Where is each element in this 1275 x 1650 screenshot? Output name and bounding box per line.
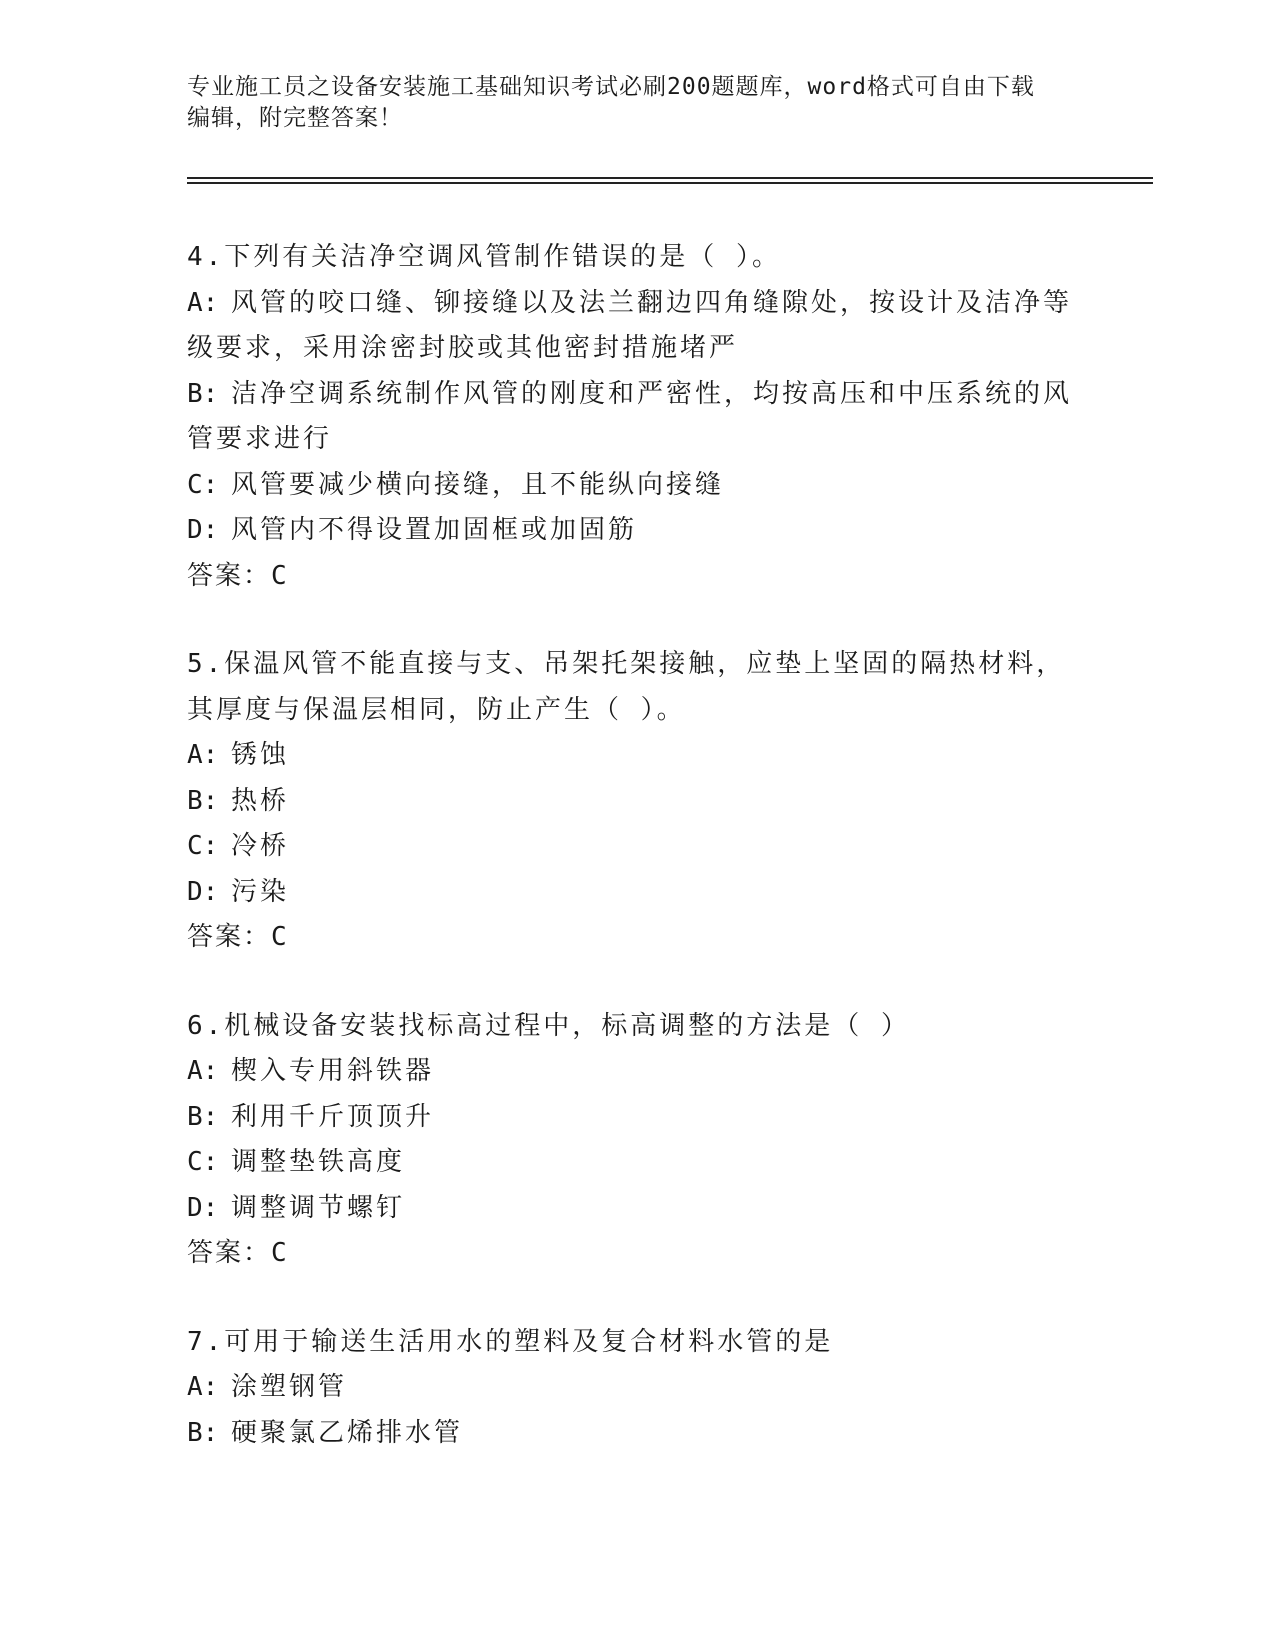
option-a [187, 281, 1087, 327]
question-stem: 6.机械设备安装找标高过程中，标高调整的方法是（ ） [187, 1010, 910, 1041]
header-double-rule [187, 177, 1153, 184]
question-stem: 4.下列有关洁净空调风管制作错误的是（ ）。 [187, 242, 781, 272]
option-text: 污染 [231, 876, 290, 907]
option-text: 锈蚀 [231, 740, 290, 770]
option-b-continued: 管要求进行 [187, 424, 333, 454]
question-4 [187, 235, 1087, 599]
option-a-continued: 级要求，采用涂密封胶或其他密封措施堵严 [187, 333, 739, 363]
option-text: 洁净空调系统制作风管的刚度和严密性，均按高压和中压系统的风 [231, 378, 1073, 409]
option-a [187, 1049, 1087, 1095]
option-c [187, 463, 1087, 509]
option-letter: B: [187, 378, 219, 409]
option-letter: A: [187, 1056, 219, 1086]
option-a [187, 733, 1087, 779]
option-text: 冷桥 [231, 831, 290, 861]
option-letter: A: [187, 740, 219, 770]
option-text: 热桥 [231, 785, 290, 816]
question-7 [187, 1320, 1087, 1457]
header-title-line-2: 编辑，附完整答案！ [187, 105, 403, 131]
option-letter: C: [187, 1147, 219, 1177]
answer-value: C [271, 922, 287, 952]
option-text: 调整调节螺钉 [231, 1192, 406, 1223]
option-a [187, 1365, 1087, 1411]
answer-line [187, 1231, 1087, 1277]
question-stem-continued: 其厚度与保温层相同，防止产生（ ）。 [187, 694, 686, 725]
option-text: 涂塑钢管 [231, 1372, 348, 1402]
option-letter: B: [187, 1417, 219, 1448]
option-letter: D: [187, 515, 219, 545]
option-b [187, 372, 1087, 418]
option-d [187, 1186, 1087, 1232]
answer-label: 答案： [187, 1238, 272, 1268]
option-text: 硬聚氯乙烯排水管 [231, 1417, 464, 1448]
option-c [187, 1140, 1087, 1186]
question-6 [187, 1004, 1087, 1277]
question-5 [187, 642, 1087, 961]
document-header [187, 72, 1087, 134]
option-text: 利用千斤顶顶升 [231, 1101, 435, 1132]
option-letter: C: [187, 831, 219, 861]
option-b [187, 1095, 1087, 1141]
answer-value: C [271, 1238, 287, 1268]
answer-label: 答案： [187, 922, 272, 952]
option-text: 风管内不得设置加固框或加固筋 [231, 515, 638, 545]
option-b [187, 779, 1087, 825]
option-letter: A: [187, 287, 219, 318]
answer-label: 答案： [187, 560, 272, 591]
question-list [187, 235, 1087, 1499]
option-letter: D: [187, 1192, 219, 1223]
header-title-line-1: 专业施工员之设备安装施工基础知识考试必刷200题题库，word格式可自由下载 [187, 74, 1035, 100]
option-text: 风管要减少横向接缝，且不能纵向接缝 [231, 469, 725, 500]
answer-line [187, 915, 1087, 961]
option-letter: D: [187, 876, 219, 907]
option-d [187, 508, 1087, 554]
answer-value: C [271, 560, 287, 591]
option-d [187, 870, 1087, 916]
option-text: 调整垫铁高度 [231, 1147, 406, 1177]
option-c [187, 824, 1087, 870]
option-letter: B: [187, 785, 219, 816]
option-letter: A: [187, 1372, 219, 1402]
answer-line [187, 554, 1087, 600]
option-text: 风管的咬口缝、铆接缝以及法兰翻边四角缝隙处，按设计及洁净等 [231, 287, 1073, 318]
option-text: 楔入专用斜铁器 [231, 1056, 435, 1086]
question-stem: 5.保温风管不能直接与支、吊架托架接触，应垫上坚固的隔热材料， [187, 649, 1066, 679]
option-b [187, 1411, 1087, 1457]
question-stem: 7.可用于输送生活用水的塑料及复合材料水管的是 [187, 1326, 834, 1357]
option-letter: B: [187, 1101, 219, 1132]
option-letter: C: [187, 469, 219, 500]
